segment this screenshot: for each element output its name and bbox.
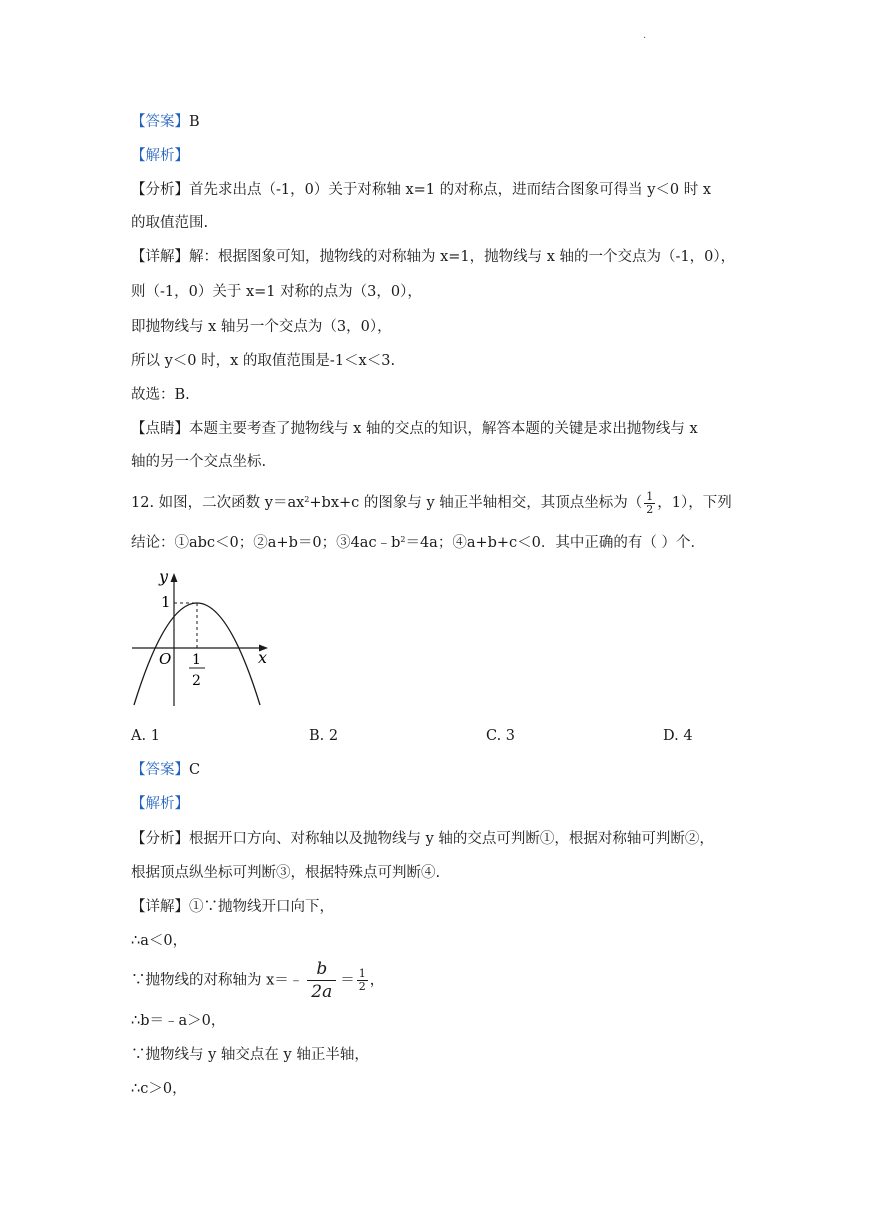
xiangjie-tag: 【详解】 [131,249,189,265]
origin-label: O [159,650,172,668]
xiangjie-text: 解：根据图象可知，抛物线的对称轴为 x=1，抛物线与 x 轴的一个交点为（-1，0）， [189,249,736,265]
sym-result-fraction [357,968,368,993]
option-a: A. 1 [131,728,160,744]
q11-xiangjie-line1 [131,247,735,267]
x-axis-label: x [258,648,268,667]
vertex-fraction [644,491,655,516]
vertex-frac-den: 2 [646,502,654,516]
q11-answer-line [131,112,200,132]
q12-line-b: ∴b＝﹣a＞0， [131,1013,226,1029]
y-axis-label: y [159,567,169,586]
vertex-frac-num: 1 [646,489,654,503]
q12-jiexi-line [131,794,189,814]
fenxi-tag: 【分析】 [131,182,189,198]
answer-value: C [189,762,201,778]
q11-line4: 所以 y＜0 时，x 的取值范围是-1＜x＜3. [131,353,396,369]
stem-line2-text-1: 结论：①abc＜0；②a+b＝0；③4ac﹣b [131,535,401,551]
fenxi-text: 根据开口方向、对称轴以及抛物线与 y 轴的交点可判断①，根据对称轴可判断②， [189,831,714,847]
sym-result-num: 1 [358,967,366,980]
q12-xiangjie-line1 [131,897,334,917]
sym-frac-num: b [307,958,336,981]
sym-end: ， [369,972,385,989]
answer-value: B [189,114,200,130]
q12-line-c2: ∴c＞0， [131,1081,187,1097]
q12-answer-line [131,760,200,780]
q12-line-symmetry [131,958,384,1003]
q11-jiexi-line [131,146,189,166]
q11-fenxi-line1 [131,180,711,200]
q12-fenxi-line2: 根据顶点纵坐标可判断③，根据特殊点可判断④. [131,865,441,881]
answer-tag: 【答案】 [131,114,189,130]
option-d: D. 4 [663,728,693,744]
q11-fenxi-line2: 的取值范围. [131,215,209,231]
stem-text-2: +bx+c 的图象与 y 轴正半轴相交，其顶点坐标为（ [309,495,643,511]
xiangjie-tag: 【详解】 [131,899,189,915]
q11-line3: 即抛物线与 x 轴另一个交点为（3，0）， [131,319,392,335]
sym-text: ∵抛物线的对称轴为 x＝﹣ [131,972,304,989]
fenxi-text: 首先求出点（-1，0）关于对称轴 x=1 的对称点，进而结合图象可得当 y＜0 时 x [189,182,712,198]
vertex-y-label: 1 [161,593,171,611]
q11-dianjing-line2: 轴的另一个交点坐标. [131,454,267,470]
jiexi-tag: 【解析】 [131,796,189,812]
stem-line2-text-2: ＝4a；④a+b+c＜0．其中正确的有（ ）个． [405,535,706,551]
sym-fraction [307,958,336,1003]
xiangjie-text: ①∵抛物线开口向下， [189,899,334,915]
dianjing-text: 本题主要考查了抛物线与 x 轴的交点的知识，解答本题的关键是求出抛物线与 x [189,421,698,437]
sym-frac-den: 2a [311,982,333,1002]
stem-text-1: 12. 如图，二次函数 y＝ax [131,495,305,511]
q11-dianjing-line1 [131,419,698,439]
page-dot: . [643,30,647,41]
answer-tag: 【答案】 [131,762,189,778]
q12-line-c1: ∵抛物线与 y 轴交点在 y 轴正半轴， [131,1047,369,1063]
vertex-x-num: 1 [192,652,201,668]
option-b: B. 2 [309,728,339,744]
fenxi-tag: 【分析】 [131,831,189,847]
q11-line5: 故选：B. [131,387,190,403]
parabola-graph [128,566,278,711]
stem-sup: 2 [304,495,310,504]
sym-eq: ＝ [340,972,355,989]
option-c: C. 3 [486,728,516,744]
q11-line2: 则（-1，0）关于 x=1 对称的点为（3，0）， [131,284,422,300]
vertex-x-den: 2 [192,673,201,689]
q12-fenxi-line1 [131,829,714,849]
stem-text-3: ，1），下列 [657,495,732,511]
q12-stem-line1 [131,490,732,516]
jiexi-tag: 【解析】 [131,148,189,164]
sym-result-den: 2 [358,980,366,993]
stem-line2-sup: 2 [400,535,406,544]
q12-line-a: ∴a＜0， [131,933,188,949]
q12-stem-line2 [131,533,705,553]
dianjing-tag: 【点睛】 [131,421,189,437]
y-axis-arrow [171,573,178,582]
